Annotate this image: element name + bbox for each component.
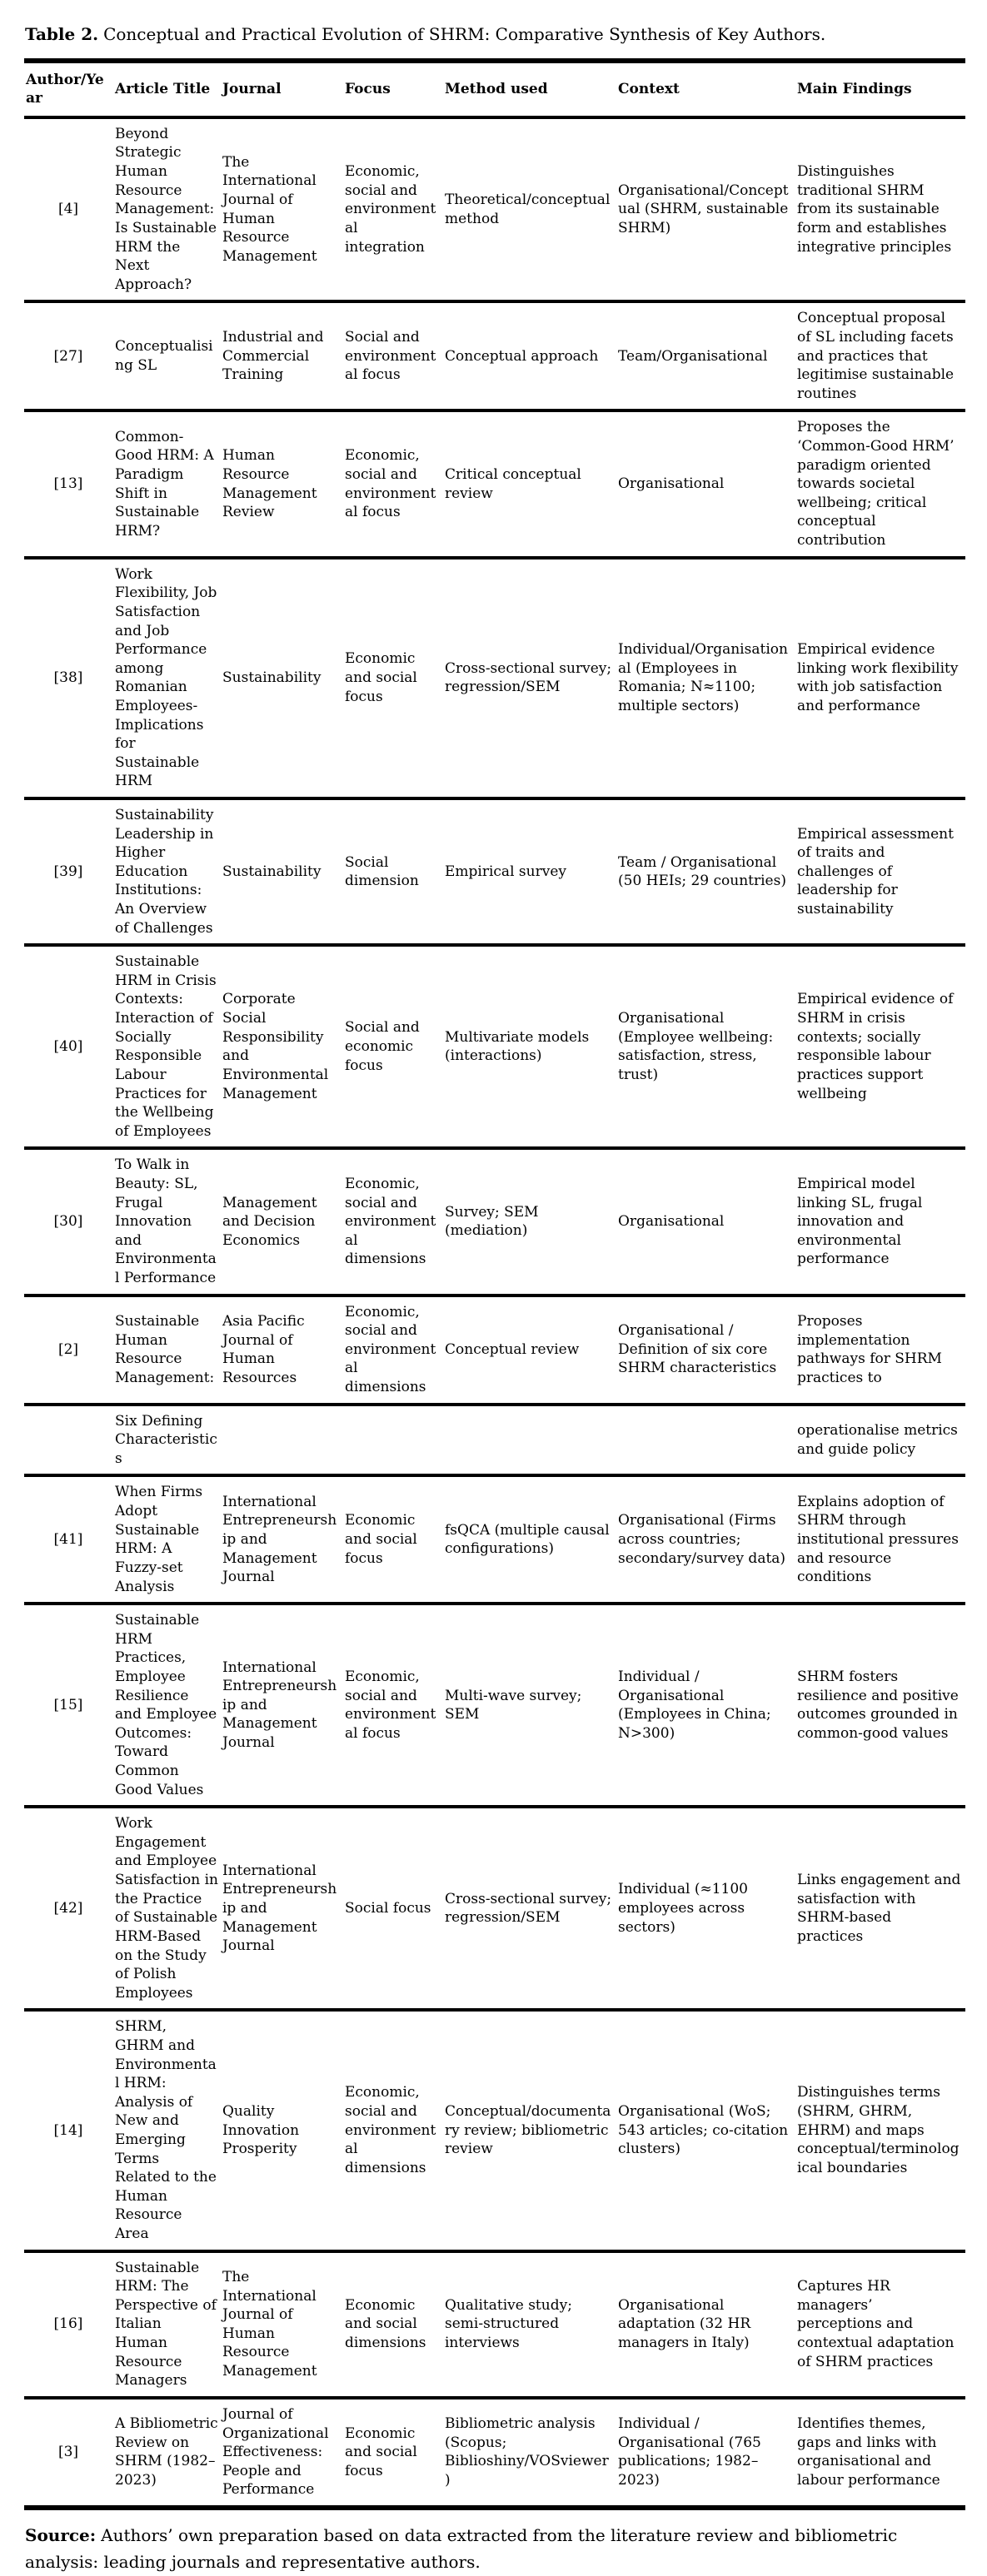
cell-method-used: Bibliometric analysis (Scopus; Biblioshiny/VOSviewer) <box>445 2415 609 2489</box>
cell-journal: Quality Innovation Prosperity <box>222 2103 300 2158</box>
cell-focus: Economic, social and environmental focus <box>345 447 436 521</box>
cell-article-title: Common-Good HRM: A Paradigm Shift in Sustainable HRM? <box>115 428 214 540</box>
cell-author-year: [40] <box>53 1037 83 1055</box>
col-header-author-year: Author/Year <box>26 72 104 107</box>
cell-method-used: fsQCA (multiple causal configurations) <box>445 1521 610 1558</box>
table-row <box>24 410 965 557</box>
cell-author-year: [4] <box>57 201 79 218</box>
cell-author-year: [15] <box>53 1696 83 1713</box>
cell-method-used: Theoretical/conceptual method <box>445 191 611 227</box>
cell-author-year: [38] <box>53 669 83 687</box>
table-row <box>24 558 965 798</box>
cell-author-year <box>24 1405 115 1476</box>
cell-journal: Industrial and Commercial Training <box>222 328 324 384</box>
cell-focus: Social and economic focus <box>345 1019 420 1074</box>
cell-article-title: Sustainability Leadership in Higher Education Institutions: An Overview of Challenges <box>115 806 214 937</box>
cell-context: Organisational/Conceptual (SHRM, sustainable SHRM) <box>618 182 789 236</box>
cell-journal: International Entrepreneurship and Management Journal <box>222 1862 337 1955</box>
shrm-synthesis-table <box>24 58 965 2510</box>
table-row <box>24 1148 965 1295</box>
cell-method-used: Multi-wave survey; SEM <box>445 1687 582 1723</box>
cell-article-title: Work Flexibility, Job Satisfaction and Job Performance among Romanian Employees-Implications for Sustainable HRM <box>115 565 217 790</box>
cell-focus: Economic, social and environmental dimensions <box>345 1175 436 1268</box>
cell-journal: Sustainability <box>222 863 322 880</box>
cell-context: Organisational adaptation (32 HR managers in Italy) <box>618 2296 751 2352</box>
cell-context: Team / Organisational (50 HEIs; 29 countries) <box>618 853 786 890</box>
cell-journal: Asia Pacific Journal of Human Resources <box>222 1312 305 1386</box>
cell-context <box>618 1405 797 1476</box>
cell-main-findings: Captures HR managers’ perceptions and contextual adaptation of SHRM practices <box>797 2278 955 2370</box>
cell-focus: Economic and social focus <box>345 650 417 705</box>
cell-focus: Economic, social and environmental dimensions <box>345 2084 436 2176</box>
cell-article-title: SHRM, GHRM and Environmental HRM: Analysis of New and Emerging Terms Related to the Human Resource Area <box>115 2018 217 2243</box>
table-row <box>24 1807 965 2010</box>
cell-method-used: Qualitative study; semi-structured interviews <box>445 2296 572 2352</box>
cell-author-year: [13] <box>53 475 83 493</box>
col-header-method-used: Method used <box>445 81 548 98</box>
cell-context: Organisational (Firms across countries; secondary/survey data) <box>618 1512 786 1567</box>
cell-article-title: Six Defining Characteristics <box>115 1412 217 1467</box>
cell-main-findings: Empirical model linking SL, frugal innovation and environmental performance <box>797 1175 923 1268</box>
cell-article-title: A Bibliometric Review on SHRM (1982–2023) <box>115 2415 218 2489</box>
cell-method-used: Survey; SEM (mediation) <box>445 1203 539 1240</box>
table-row <box>24 2398 965 2508</box>
cell-method-used: Conceptual review <box>445 1340 580 1358</box>
cell-focus: Economic, social and environmental focus <box>345 1668 436 1742</box>
col-header-context: Context <box>618 81 680 98</box>
cell-article-title: To Walk in Beauty: SL, Frugal Innovation and Environmental Performance <box>115 1156 217 1286</box>
cell-focus: Social focus <box>345 1899 431 1917</box>
cell-context: Organisational / Definition of six core SHRM characteristics <box>618 1322 777 1377</box>
cell-author-year: [16] <box>53 2315 83 2333</box>
cell-journal: Human Resource Management Review <box>222 447 317 521</box>
cell-main-findings: Distinguishes terms (SHRM, GHRM, EHRM) and maps conceptual/terminological boundaries <box>797 2084 960 2176</box>
cell-focus: Social dimension <box>345 853 419 890</box>
source-note <box>25 2522 941 2576</box>
table-row <box>24 2010 965 2250</box>
cell-focus: Economic, social and environmental dimensions <box>345 1303 436 1396</box>
cell-context: Individual / Organisational (765 publications; 1982–2023) <box>618 2415 761 2489</box>
cell-author-year: [30] <box>53 1213 83 1231</box>
cell-main-findings: SHRM fosters resilience and positive outcomes grounded in common-good values <box>797 1668 959 1742</box>
cell-main-findings: Identifies themes, gaps and links with organisational and labour performance <box>797 2415 940 2489</box>
cell-article-title: When Firms Adopt Sustainable HRM: A Fuzzy-set Analysis <box>115 1484 203 1595</box>
table-row <box>24 1405 965 1476</box>
cell-focus: Economic and social focus <box>345 1512 417 1567</box>
table-body <box>24 117 965 2508</box>
cell-journal: International Entrepreneurship and Management Journal <box>222 1493 337 1586</box>
table-row <box>24 1604 965 1807</box>
cell-context: Organisational <box>618 475 725 493</box>
col-header-article-title: Article Title <box>115 81 211 98</box>
col-header-main-findings: Main Findings <box>797 81 912 98</box>
cell-context: Organisational (Employee wellbeing: satisfaction, stress, trust) <box>618 1010 774 1083</box>
cell-main-findings: Distinguishes traditional SHRM from its sustainable form and establishes integrative principles <box>797 163 952 256</box>
cell-focus: Economic and social focus <box>345 2424 417 2479</box>
table-caption <box>25 23 965 45</box>
cell-author-year: [2] <box>57 1340 79 1358</box>
cell-article-title: Conceptualising SL <box>115 338 213 374</box>
cell-context: Individual (≈1100 employees across sectors) <box>618 1881 748 1936</box>
cell-main-findings: Empirical assessment of traits and challenges of leadership for sustainability <box>797 825 954 918</box>
cell-main-findings: Empirical evidence linking work flexibility with job satisfaction and performance <box>797 641 959 714</box>
cell-author-year: [42] <box>53 1899 83 1917</box>
table-row <box>24 117 965 301</box>
cell-main-findings: Links engagement and satisfaction with SHRM-based practices <box>797 1872 961 1945</box>
cell-method-used: Cross-sectional survey; regression/SEM <box>445 1890 612 1927</box>
cell-context: Individual / Organisational (Employees in China; N>300) <box>618 1668 771 1742</box>
cell-method-used: Conceptual/documentary review; bibliometric review <box>445 2103 611 2158</box>
source-note-text: Authors’ own preparation based on data extracted from the literature review and bibliometric analysis: leading journals and representative authors. <box>25 2524 898 2573</box>
cell-method-used: Empirical survey <box>445 863 566 880</box>
cell-article-title: Beyond Strategic Human Resource Management: Is Sustainable HRM the Next Approach? <box>115 125 217 293</box>
cell-journal: Management and Decision Economics <box>222 1194 317 1249</box>
cell-main-findings: Empirical evidence of SHRM in crisis contexts; socially responsible labour practices support wellbeing <box>797 991 954 1102</box>
cell-journal: The International Journal of Human Resource Management <box>222 2268 317 2380</box>
cell-journal: Sustainability <box>222 669 322 687</box>
table-row <box>24 945 965 1148</box>
cell-journal: Journal of Organizational Effectiveness: People and Performance <box>222 2405 329 2499</box>
cell-journal: The International Journal of Human Resource Management <box>222 153 317 265</box>
table-row <box>24 1295 965 1405</box>
cell-author-year: [27] <box>53 347 83 365</box>
cell-main-findings: operationalise metrics and guide policy <box>797 1421 958 1458</box>
table-row <box>24 2251 965 2398</box>
cell-focus: Economic, social and environmental integration <box>345 163 436 256</box>
cell-context: Organisational (WoS; 543 articles; co-citation clusters) <box>618 2103 789 2158</box>
cell-main-findings: Proposes the ‘Common-Good HRM’ paradigm oriented towards societal wellbeing; critical conceptual contribution <box>797 419 955 550</box>
cell-article-title: Sustainable Human Resource Management: <box>115 1312 215 1386</box>
cell-main-findings: Explains adoption of SHRM through institutional pressures and resource conditions <box>797 1493 959 1586</box>
cell-author-year: [41] <box>53 1531 83 1548</box>
table-header-row <box>24 61 965 117</box>
cell-main-findings: Proposes implementation pathways for SHRM practices to <box>797 1312 942 1386</box>
cell-article-title: Sustainable HRM Practices, Employee Resilience and Employee Outcomes: Toward Common Good Values <box>115 1612 217 1798</box>
cell-journal <box>222 1405 345 1476</box>
cell-article-title: Sustainable HRM in Crisis Contexts: Interaction of Socially Responsible Labour Practices for the Wellbeing of Employees <box>115 953 217 1140</box>
cell-journal: Corporate Social Responsibility and Environmental Management <box>222 991 329 1102</box>
table-caption-text: Conceptual and Practical Evolution of SHRM: Comparative Synthesis of Key Authors. <box>103 24 826 44</box>
table-caption-label: Table 2. <box>25 24 99 44</box>
cell-article-title: Sustainable HRM: The Perspective of Italian Human Resource Managers <box>115 2259 217 2390</box>
cell-focus <box>345 1405 445 1476</box>
cell-context: Team/Organisational <box>618 347 768 365</box>
cell-method-used: Critical conceptual review <box>445 465 581 502</box>
cell-method-used: Conceptual approach <box>445 347 599 365</box>
cell-method-used <box>445 1405 618 1476</box>
table-row <box>24 798 965 945</box>
cell-author-year: [3] <box>57 2444 79 2461</box>
table-row <box>24 1475 965 1604</box>
table-row <box>24 301 965 410</box>
cell-focus: Social and environmental focus <box>345 328 436 384</box>
source-note-label: Source: <box>25 2524 97 2545</box>
cell-context: Individual/Organisational (Employees in Romania; N≈1100; multiple sectors) <box>618 641 788 714</box>
cell-journal: International Entrepreneurship and Management Journal <box>222 1658 337 1752</box>
cell-method-used: Multivariate models (interactions) <box>445 1028 590 1065</box>
table-header <box>24 61 965 117</box>
cell-author-year: [14] <box>53 2121 83 2139</box>
col-header-focus: Focus <box>345 81 391 98</box>
cell-method-used: Cross-sectional survey; regression/SEM <box>445 659 612 696</box>
cell-focus: Economic and social dimensions <box>345 2296 426 2352</box>
cell-main-findings: Conceptual proposal of SL including facets and practices that legitimise sustainable routines <box>797 310 955 402</box>
col-header-journal: Journal <box>222 81 282 98</box>
cell-context: Organisational <box>618 1213 725 1231</box>
cell-author-year: [39] <box>53 863 83 880</box>
cell-article-title: Work Engagement and Employee Satisfaction in the Practice of Sustainable HRM-Based on the Study of Polish Employees <box>115 1815 218 2002</box>
